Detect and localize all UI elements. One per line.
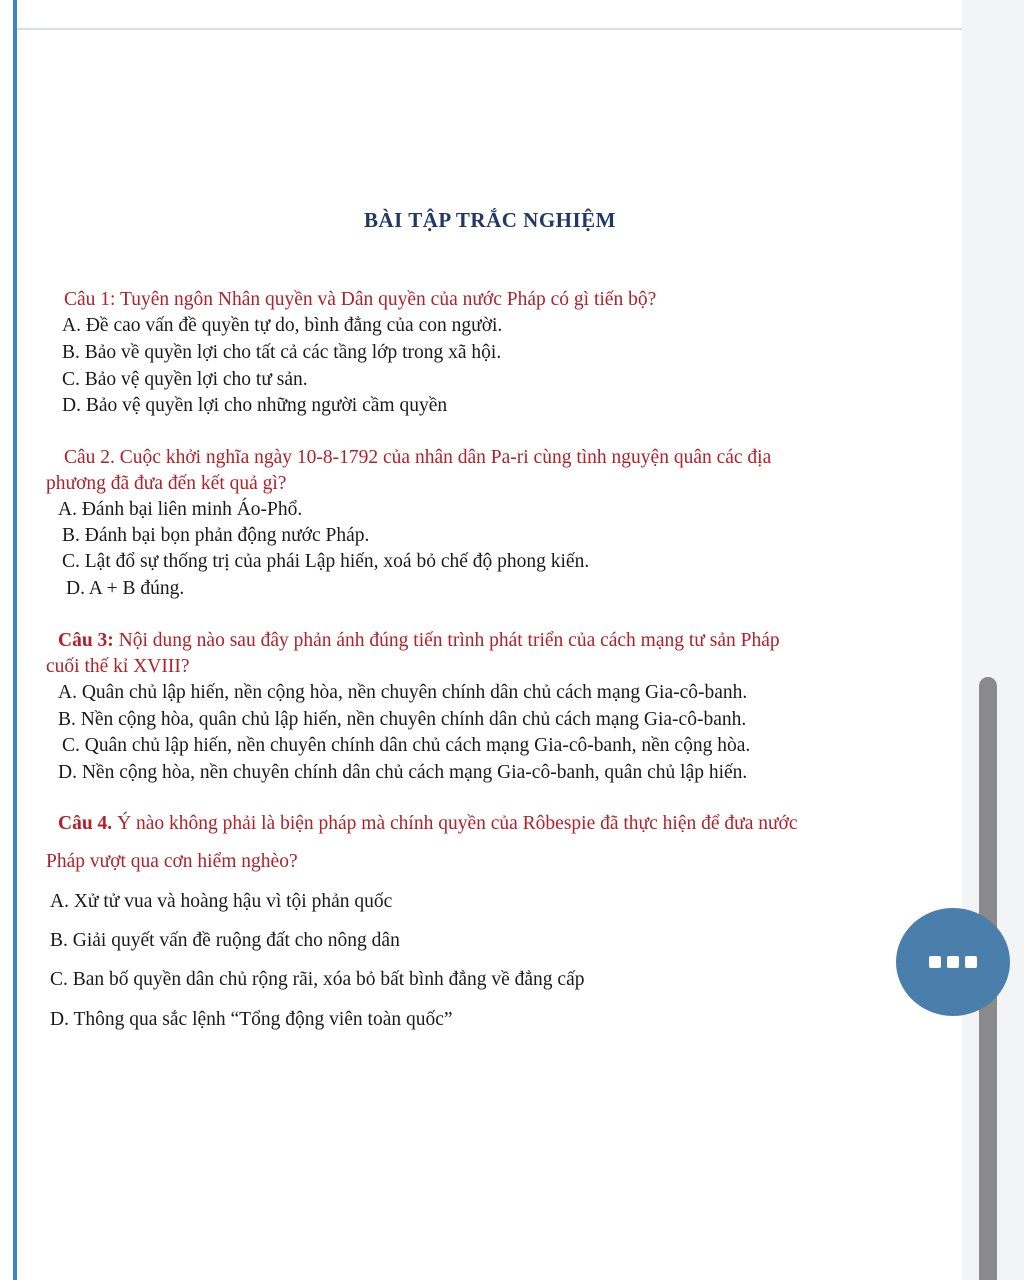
question-2-option-c: C. Lật đổ sự thống trị của phái Lập hiến, xoá bỏ chế độ phong kiến. — [62, 551, 590, 572]
question-1-option-c: C. Bảo vệ quyền lợi cho tư sản. — [62, 369, 308, 390]
top-page-rule — [17, 28, 962, 30]
question-3-option-c: C. Quân chủ lập hiến, nền chuyên chính dân chủ cách mạng Gia-cô-banh, nền cộng hòa. — [62, 735, 751, 756]
question-3-label: Câu 3: — [58, 630, 114, 651]
question-3-stem: Nội dung nào sau đây phản ánh đúng tiến trình phát triển của cách mạng tư sản Pháp — [113, 630, 780, 651]
question-1-option-a: A. Đề cao vấn đề quyền tự do, bình đẳng của con người. — [62, 315, 503, 336]
more-dots-icon — [929, 956, 941, 968]
question-3-option-d: D. Nền cộng hòa, nền chuyên chính dân chủ cách mạng Gia-cô-banh, quân chủ lập hiến. — [58, 762, 748, 783]
question-3-option-b: B. Nền cộng hòa, quân chủ lập hiến, nền chuyên chính dân chủ cách mạng Gia-cô-banh. — [58, 709, 747, 730]
question-3-text-line-2: cuối thế kỉ XVIII? — [46, 656, 190, 677]
left-margin-rule — [13, 0, 17, 1280]
question-1-option-d: D. Bảo vệ quyền lợi cho những người cầm quyền — [62, 395, 448, 416]
question-3-text-line-1 — [58, 629, 780, 653]
question-2-option-d: D. A + B đúng. — [66, 578, 185, 599]
question-4-option-c: C. Ban bố quyền dân chủ rộng rãi, xóa bỏ bất bình đẳng về đẳng cấp — [50, 969, 585, 990]
document-title: BÀI TẬP TRẮC NGHIỆM — [363, 208, 616, 232]
more-options-button[interactable] — [896, 908, 1010, 1016]
question-4-stem: Ý nào không phải là biện pháp mà chính quyền của Rôbespie đã thực hiện để đưa nước — [112, 813, 798, 834]
question-2-option-b: B. Đánh bại bọn phản động nước Pháp. — [62, 525, 370, 546]
question-2-option-a: A. Đánh bại liên minh Áo-Phổ. — [58, 499, 303, 520]
question-4-option-d: D. Thông qua sắc lệnh “Tổng động viên toàn quốc” — [50, 1009, 453, 1030]
question-1-option-b: B. Bảo về quyền lợi cho tất cả các tầng lớp trong xã hội. — [62, 342, 502, 363]
question-3-option-a: A. Quân chủ lập hiến, nền cộng hòa, nền chuyên chính dân chủ cách mạng Gia-cô-banh. — [58, 682, 748, 703]
question-4-label: Câu 4. — [58, 813, 113, 834]
more-dots-icon — [965, 956, 977, 968]
question-2-text-line-1: Câu 2. Cuộc khởi nghĩa ngày 10-8-1792 của nhân dân Pa-ri cùng tình nguyện quân các địa — [64, 447, 772, 468]
question-4-text-line-2: Pháp vượt qua cơn hiểm nghèo? — [46, 851, 298, 872]
question-4-text-line-1 — [58, 812, 798, 836]
question-2-text-line-2: phương đã đưa đến kết quả gì? — [46, 473, 287, 494]
question-4-option-b: B. Giải quyết vấn đề ruộng đất cho nông dân — [50, 930, 400, 951]
question-4-option-a: A. Xử tử vua và hoàng hậu vì tội phản quốc — [50, 891, 393, 912]
more-dots-icon — [947, 956, 959, 968]
question-1-text: Câu 1: Tuyên ngôn Nhân quyền và Dân quyền của nước Pháp có gì tiến bộ? — [64, 289, 657, 310]
